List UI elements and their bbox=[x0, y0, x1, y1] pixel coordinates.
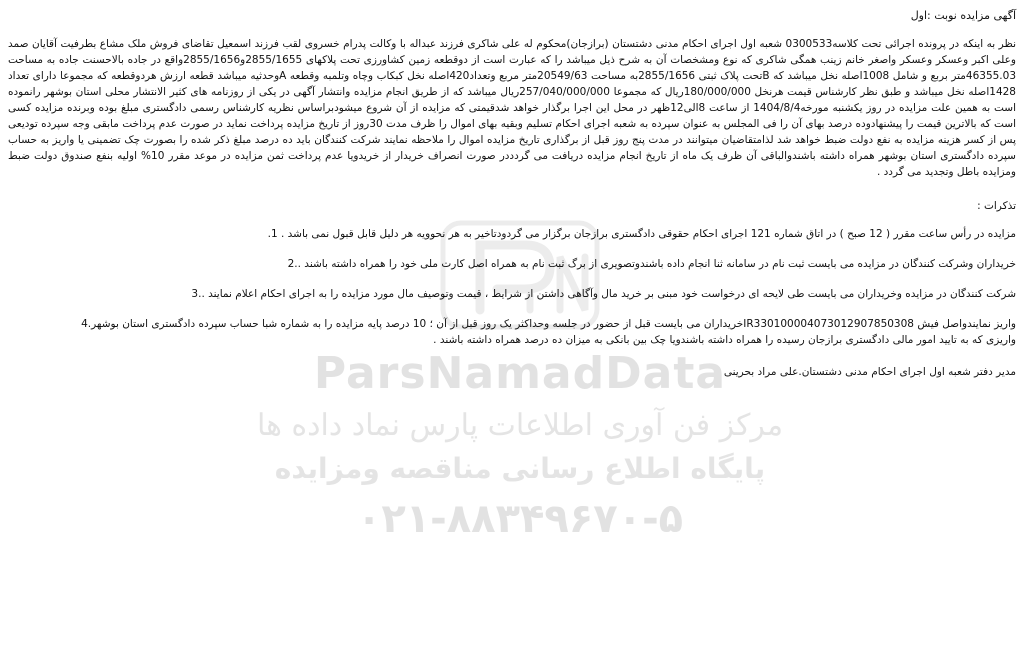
notice-body: نظر به اینکه در پرونده اجرائی تحت کلاسه0300533 شعبه اول اجرای احکام مدنی دشتستان (برازجان)محکوم له علی شاکری فرزند عبداله با وکالت پدرام خسروی لقب فرزند اسمعیل تقاضای فروش ملک مشاع بطرفیت آقایان صمد وعلی اکبر وعسکر وعسکر واصغر خانم زینب همگی شاکری که نوع ومشخصات آن به شرح ذیل میباشد را که عبارت است از دوقطعه زمین کشاورزی تحت پلاکهای 2855/1655و2855/1656واقع در جاده بالاحسنت جاده به مساحت 46355.03متر بربع و شامل 1008اصله نخل میباشد که Bتحت پلاک ثبتی 2855/1656به مساحت 20549/63متر مربع وتعداد420اصله نخل کبکاب وچاه وتلمبه وقطعه Aوحدثیه میباشد قطعه ارزش هردوقطعه که مجموعا دارای تعداد 1428اصله نخل میباشد و طبق نظر کارشناس قیمت هرنخل 180/000/000ریال که مجموعا 257/040/000/000ریال میباشد که از طریق انجام مزایده وانتشار آگهی در یکی از روزنامه های کثیر الانتشار محلی استان بوشهر رانموده است به همین علت مزایده در روز یکشنبه مورخه1404/8/4 از ساعت 8الی12ظهر در محل این اجرا برگذار خواهد شدقیمتی که مزایده از آن شروع میشودبراساس نظریه کارشناس رسمی دادگستری مبلغ بوده وبرنده مزایده کسی است که بالاترین قیمت را پیشنهادوده درصد بهای آن را فی المجلس به عنوان سپرده به شعبه اجرای احکام تسلیم وبقیه بهای اموال را ظرف مدت 30روز از تاریخ مزایده پرداخت نماید در صورت عدم پرداخت مابقی وجه سپرده تودیعی پس از کسر هزینه مزایده به نفع دولت ضبط خواهد شد لذامتقاضیان میتوانند در مدت پنج روز قبل از برگذاری تاریخ مزایده اموال را ملاحظه نمایند شرکت کنندگان باید ده درصد مبلغ ذکر شده را بصورت چک تضمینی یا واریز به حساب سپرده دادگستری استان بوشهر همراه داشته باشندوالباقی آن ظرف یک ماه از تاریخ انجام مزایده دریافت می گردددر صورت انصراف خریدار از خریدویا عدم پرداخت ثمن مزایده در موعد مقرر 10% اولیه بنفع صندوق دولت ضبط ومزایده باطل وتجدید می گردد . bbox=[8, 38, 1017, 178]
watermark-line-2: پایگاه اطلاع رسانی مناقصه ومزایده bbox=[274, 452, 766, 485]
note-3: شرکت کنندگان در مزایده وخریداران می بایست طی لایحه ای درخواست خود مبنی بر خرید مال وآگاهی داشتن از شرایط ، قیمت وتوصیف مال مورد مزایده را به اجرای احکام اعلام نمایند ..3 bbox=[191, 288, 1016, 300]
watermark-phone: ۰۲۱-۸۸۳۴۹۶۷۰-۵ bbox=[356, 496, 684, 542]
note-2: خریداران وشرکت کنندگان در مزایده می بایست ثبت نام در سامانه ثنا انجام داده باشندوتصویری از برگ ثبت نام به همراه اصل کارت ملی خود را همراه داشته باشند ..2 bbox=[287, 258, 1016, 270]
watermark-line-1: مرکز فن آوری اطلاعات پارس نماد داده ها bbox=[256, 408, 784, 443]
note-4: واریز نمایندواصل فیش IR330100004073012907850308خریداران می بایست قبل از حضور در جلسه وحداکثر یک روز قبل از آن ؛ 10 درصد پایه مزایده را به شماره شبا حساب سپرده دادگستری استان بوشهر.4 bbox=[81, 318, 1016, 330]
watermark-brand: ParsNamadData bbox=[313, 348, 727, 399]
note-4-continued: واریزی که به تایید امور مالی دادگستری برازجان رسیده را همراه داشته باشندویا چک بین بانکی به میزان ده درصد همراه داشته باشند . bbox=[433, 334, 1016, 346]
notes-heading: تذکرات : bbox=[977, 200, 1016, 212]
note-1: مزایده در رأس ساعت مقرر ( 12 صبح ) در اتاق شماره 121 اجرای احکام حقوقی دادگستری برازجان برگزار می گردودتاخیر به هر نحوویه هر دلیل قابل قبول نمی باشد . 1. bbox=[267, 228, 1016, 240]
signature: مدیر دفتر شعبه اول اجرای احکام مدنی دشتستان.علی مراد بحرینی bbox=[723, 366, 1016, 378]
notice-content bbox=[8, 8, 1016, 380]
notice-title: آگهی مزایده نوبت :اول bbox=[910, 9, 1016, 22]
